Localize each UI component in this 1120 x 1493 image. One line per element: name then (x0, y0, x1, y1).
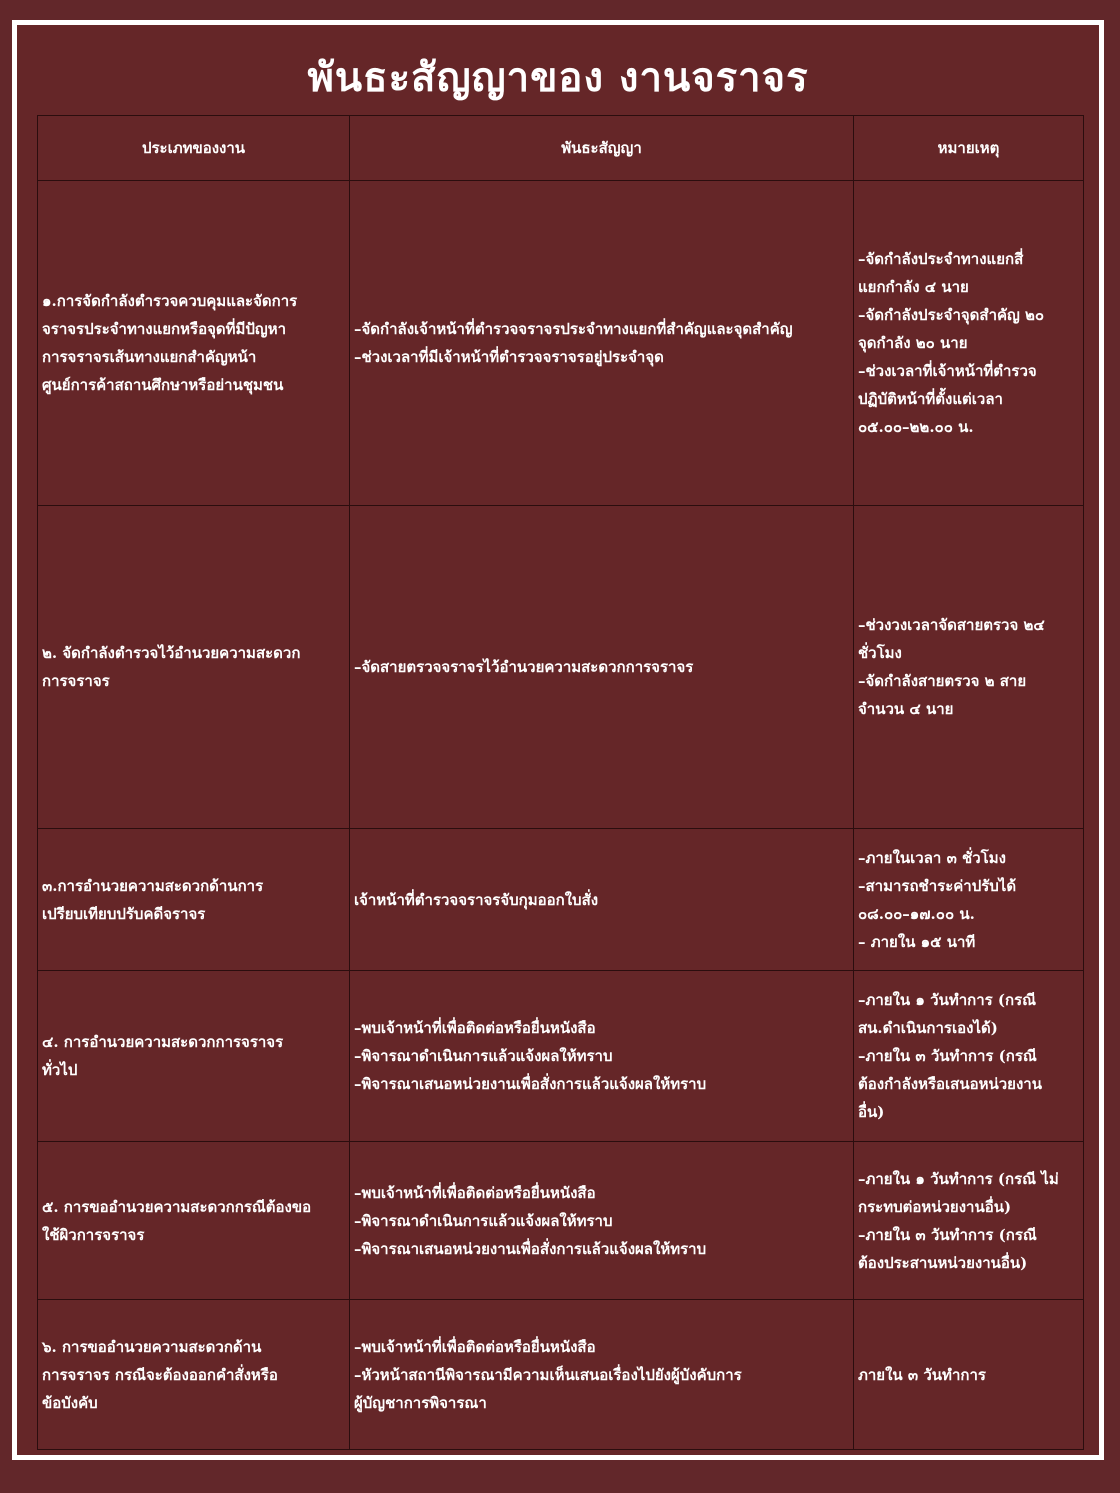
type-line: ข้อบังคับ (42, 1393, 98, 1412)
cell-type (38, 971, 350, 1142)
note-line: –ภายใน ๑ วันทำการ (กรณี ไม่ (858, 1169, 1059, 1188)
type-line: เปรียบเทียบปรับคดีจราจร (42, 904, 206, 923)
commitment-line: –หัวหน้าสถานีพิจารณามีความเห็นเสนอเรื่องไปยังผู้บังคับการ (354, 1365, 742, 1384)
note-line: – ภายใน ๑๕ นาที (858, 932, 976, 951)
commitment-table (37, 115, 1084, 1450)
note-line: –ภายในเวลา ๓ ชั่วโมง (858, 848, 1006, 867)
note-line: –ภายใน ๓ วันทำการ (กรณี (858, 1225, 1037, 1244)
note-line: กระทบต่อหน่วยงานอื่น) (858, 1197, 1012, 1216)
type-line: การจราจร (42, 672, 110, 690)
note-line: ภายใน ๓ วันทำการ (858, 1365, 986, 1384)
note-line: –ช่วงเวลาที่เจ้าหน้าที่ตำรวจ (858, 362, 1037, 380)
cell-note (854, 1300, 1084, 1450)
commitment-line: –พบเจ้าหน้าที่เพื่อติดต่อหรือยื่นหนังสือ (354, 1183, 596, 1202)
note-line: อื่น) (858, 1103, 885, 1121)
content-frame (12, 20, 1104, 1460)
note-line: ปฏิบัติหน้าที่ตั้งแต่เวลา (858, 390, 1003, 408)
cell-note (854, 1142, 1084, 1300)
cell-commitment (350, 829, 854, 971)
commitment-line: –จัดสายตรวจจราจรไว้อำนวยความสะดวกการจราจร (354, 658, 694, 676)
cell-type (38, 506, 350, 829)
type-line: ๖. การขออำนวยความสะดวกด้าน (42, 1337, 262, 1356)
cell-type (38, 1300, 350, 1450)
commitment-line: –พบเจ้าหน้าที่เพื่อติดต่อหรือยื่นหนังสือ (354, 1019, 596, 1037)
cell-type (38, 829, 350, 971)
note-line: ๐๕.๐๐–๒๒.๐๐ น. (858, 418, 974, 436)
type-line: จราจรประจำทางแยกหรือจุดที่มีปัญหา (42, 320, 287, 338)
commitment-line: –พิจารณาดำเนินการแล้วแจ้งผลให้ทราบ (354, 1211, 613, 1230)
page-title: พันธะสัญญาของ งานจราจร (307, 54, 809, 101)
commitment-line: –จัดกำลังเจ้าหน้าที่ตำรวจจราจรประจำทางแยกที่สำคัญและจุดสำคัญ (354, 320, 793, 338)
header-note: หมายเหตุ (854, 116, 1084, 181)
type-line: ๔. การอำนวยความสะดวกการจราจร (42, 1033, 284, 1051)
header-commitment: พันธะสัญญา (350, 116, 854, 181)
note-line: ชั่วโมง (858, 644, 902, 662)
type-line: ๒. จัดกำลังตำรวจไว้อำนวยความสะดวก (42, 644, 301, 662)
table-row (38, 1300, 1084, 1450)
commitment-line: เจ้าหน้าที่ตำรวจจราจรจับกุมออกใบสั่ง (354, 890, 599, 909)
type-line: ๑.การจัดกำลังตำรวจควบคุมและจัดการ (42, 292, 298, 310)
note-line: –จัดกำลังสายตรวจ ๒ สาย (858, 672, 1027, 690)
note-line: จุดกำลัง ๒๐ นาย (858, 334, 968, 352)
type-line: ทั่วไป (42, 1061, 78, 1079)
note-line: –จัดกำลังประจำจุดสำคัญ ๒๐ (858, 306, 1045, 324)
table-row (38, 181, 1084, 506)
cell-commitment (350, 181, 854, 506)
commitment-line: –พิจารณาเสนอหน่วยงานเพื่อสั่งการแล้วแจ้งผลให้ทราบ (354, 1239, 707, 1258)
table-row (38, 506, 1084, 829)
note-line: สน.ดำเนินการเองได้) (858, 1019, 998, 1037)
type-line: การจราจร กรณีจะต้องออกคำสั่งหรือ (42, 1365, 278, 1384)
cell-note (854, 971, 1084, 1142)
note-line: –ช่วงวงเวลาจัดสายตรวจ ๒๔ (858, 616, 1045, 634)
cell-type (38, 1142, 350, 1300)
type-line: ใช้ผิวการจราจร (42, 1225, 145, 1244)
cell-commitment (350, 1142, 854, 1300)
cell-commitment (350, 1300, 854, 1450)
table-row (38, 829, 1084, 971)
table-row (38, 971, 1084, 1142)
cell-note (854, 829, 1084, 971)
commitment-line: ผู้บัญชาการพิจารณา (354, 1393, 487, 1412)
type-line: ๕. การขออำนวยความสะดวกกรณีต้องขอ (42, 1197, 312, 1216)
note-line: –สามารถชำระค่าปรับได้ (858, 876, 1017, 895)
commitment-line: –พิจารณาเสนอหน่วยงานเพื่อสั่งการแล้วแจ้งผลให้ทราบ (354, 1075, 707, 1093)
note-line: ๐๘.๐๐–๑๗.๐๐ น. (858, 904, 975, 923)
commitment-line: –พิจารณาดำเนินการแล้วแจ้งผลให้ทราบ (354, 1047, 613, 1065)
table-row (38, 1142, 1084, 1300)
header-type: ประเภทของงาน (38, 116, 350, 181)
note-line: จำนวน ๔ นาย (858, 700, 954, 718)
table-header-row (38, 116, 1084, 181)
cell-type (38, 181, 350, 506)
cell-commitment (350, 971, 854, 1142)
type-line: ศูนย์การค้าสถานศึกษาหรือย่านชุมชน (42, 376, 284, 394)
note-line: ต้องกำลังหรือเสนอหน่วยงาน (858, 1075, 1042, 1093)
cell-note (854, 506, 1084, 829)
cell-note (854, 181, 1084, 506)
commitment-line: –ช่วงเวลาที่มีเจ้าหน้าที่ตำรวจจราจรอยู่ประจำจุด (354, 348, 664, 366)
note-line: –ภายใน ๑ วันทำการ (กรณี (858, 991, 1037, 1009)
type-line: การจราจรเส้นทางแยกสำคัญหน้า (42, 348, 257, 366)
note-line: –จัดกำลังประจำทางแยกสี่ (858, 250, 1024, 268)
type-line: ๓.การอำนวยความสะดวกด้านการ (42, 876, 264, 895)
note-line: ต้องประสานหน่วยงานอื่น) (858, 1253, 1028, 1272)
note-line: –ภายใน ๓ วันทำการ (กรณี (858, 1047, 1037, 1065)
note-line: แยกกำลัง ๔ นาย (858, 278, 969, 296)
cell-commitment (350, 506, 854, 829)
commitment-line: –พบเจ้าหน้าที่เพื่อติดต่อหรือยื่นหนังสือ (354, 1337, 596, 1356)
